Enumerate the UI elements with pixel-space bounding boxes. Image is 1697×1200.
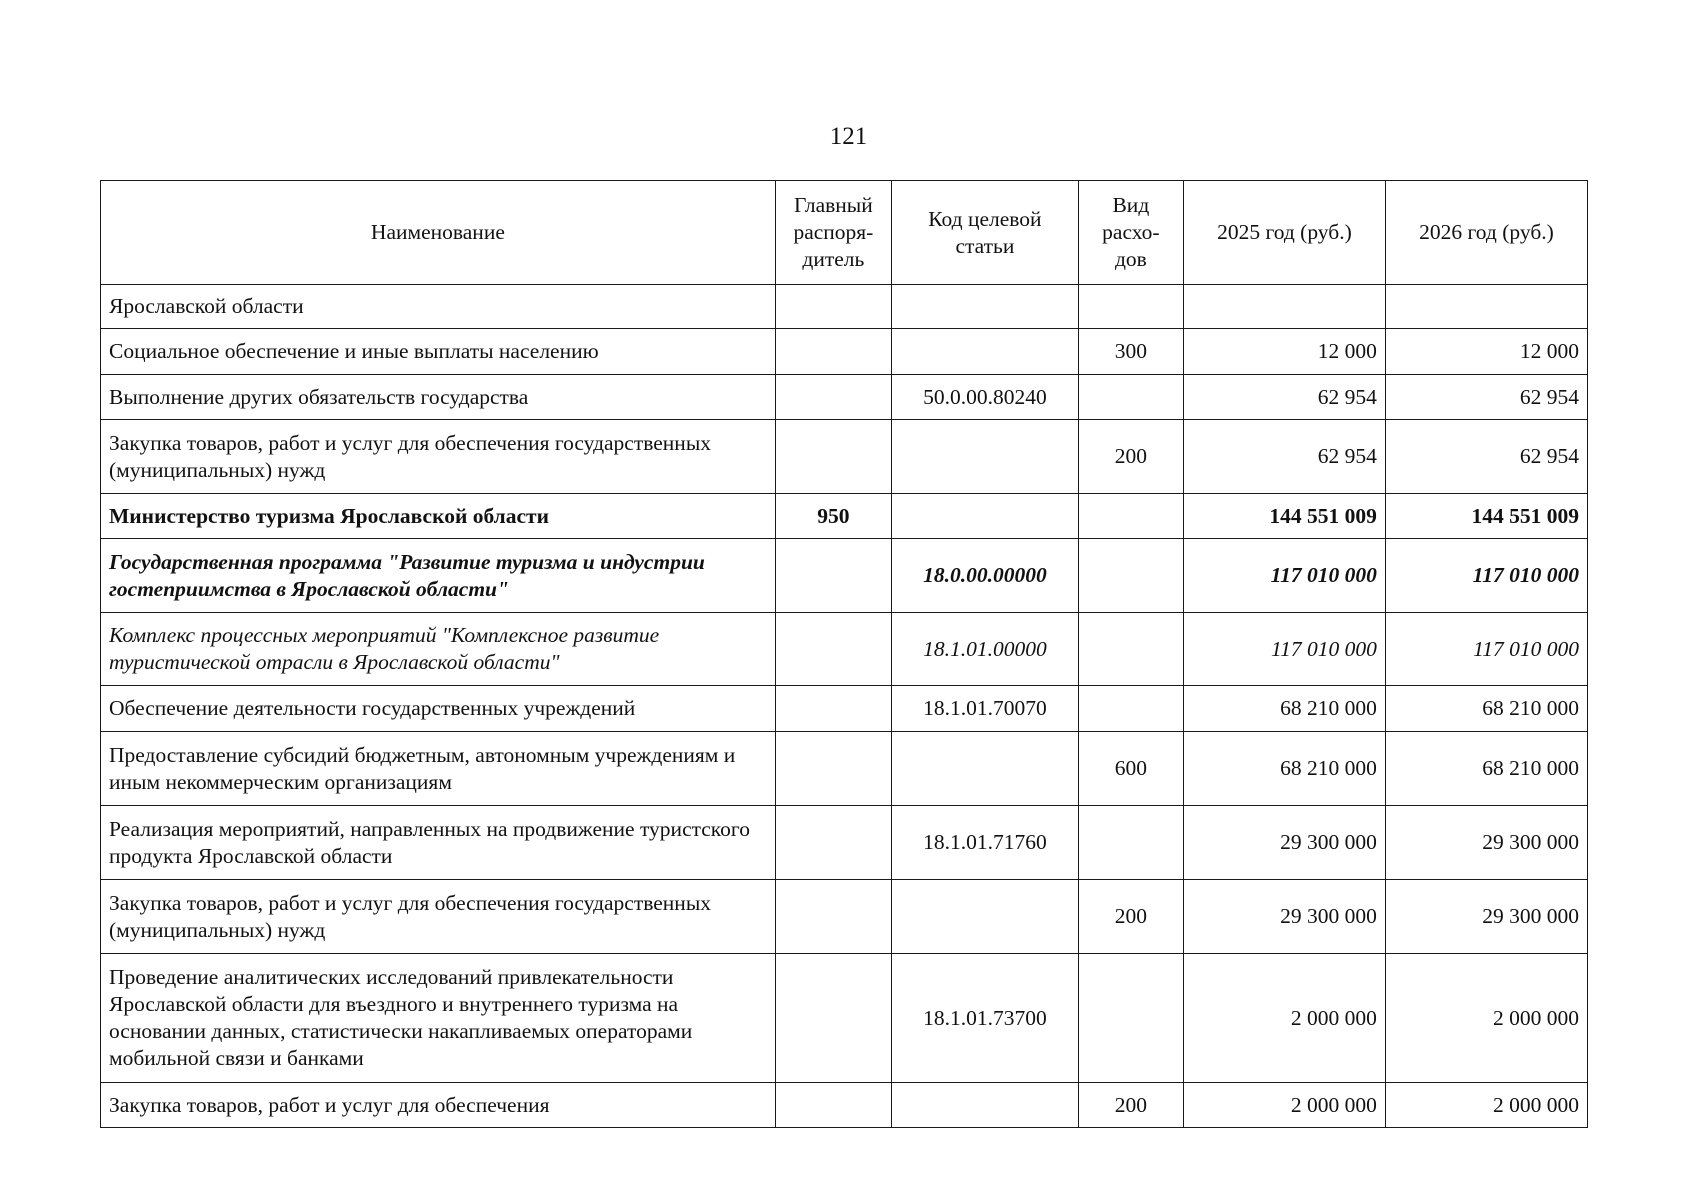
table-row xyxy=(101,954,1588,1083)
row-code xyxy=(891,285,1078,329)
row-expense-type: 200 xyxy=(1078,1083,1183,1128)
row-name: Ярославской области xyxy=(101,285,776,329)
table-row xyxy=(101,329,1588,375)
row-2026 xyxy=(1385,285,1587,329)
row-2026: 12 000 xyxy=(1385,329,1587,375)
row-2025: 62 954 xyxy=(1183,375,1385,420)
row-2025 xyxy=(1183,285,1385,329)
row-2025: 62 954 xyxy=(1183,420,1385,494)
row-2026: 29 300 000 xyxy=(1385,806,1587,880)
table-row xyxy=(101,285,1588,329)
row-2025: 68 210 000 xyxy=(1183,732,1385,806)
row-2026: 29 300 000 xyxy=(1385,880,1587,954)
row-manager xyxy=(775,806,891,880)
row-code xyxy=(891,329,1078,375)
row-code: 18.1.01.70070 xyxy=(891,686,1078,732)
table-row xyxy=(101,375,1588,420)
row-manager xyxy=(775,420,891,494)
row-name: Закупка товаров, работ и услуг для обеспечения государственных (муниципальных) нужд xyxy=(101,880,776,954)
row-name: Министерство туризма Ярославской области xyxy=(101,494,776,539)
row-expense-type xyxy=(1078,806,1183,880)
row-manager xyxy=(775,880,891,954)
row-manager xyxy=(775,285,891,329)
row-code xyxy=(891,732,1078,806)
table-header-row xyxy=(101,181,1588,285)
row-2025: 117 010 000 xyxy=(1183,539,1385,613)
row-name: Выполнение других обязательств государства xyxy=(101,375,776,420)
row-code: 50.0.00.80240 xyxy=(891,375,1078,420)
header-code: Код целевой статьи xyxy=(891,181,1078,285)
row-name: Проведение аналитических исследований привлекательности Ярославской области для въездного и внутреннего туризма на основании данных, статистически накапливаемых операторами мобильной связи и банками xyxy=(101,954,776,1083)
row-name: Обеспечение деятельности государственных учреждений xyxy=(101,686,776,732)
row-2025: 2 000 000 xyxy=(1183,954,1385,1083)
row-code: 18.1.01.73700 xyxy=(891,954,1078,1083)
row-manager xyxy=(775,954,891,1083)
row-code: 18.1.01.00000 xyxy=(891,613,1078,686)
table-row xyxy=(101,494,1588,539)
row-2026: 144 551 009 xyxy=(1385,494,1587,539)
row-name: Государственная программа "Развитие туризма и индустрии гостеприимства в Ярославской области" xyxy=(101,539,776,613)
header-2026: 2026 год (руб.) xyxy=(1385,181,1587,285)
header-manager: Главный распоря-дитель xyxy=(775,181,891,285)
row-expense-type xyxy=(1078,613,1183,686)
row-code: 18.1.01.71760 xyxy=(891,806,1078,880)
row-manager xyxy=(775,375,891,420)
row-expense-type xyxy=(1078,285,1183,329)
row-name: Реализация мероприятий, направленных на продвижение туристского продукта Ярославской области xyxy=(101,806,776,880)
row-2025: 12 000 xyxy=(1183,329,1385,375)
row-2026: 68 210 000 xyxy=(1385,732,1587,806)
table-row xyxy=(101,613,1588,686)
table-row xyxy=(101,1083,1588,1128)
table-row xyxy=(101,686,1588,732)
table-row xyxy=(101,420,1588,494)
row-code xyxy=(891,880,1078,954)
row-expense-type: 300 xyxy=(1078,329,1183,375)
row-name: Предоставление субсидий бюджетным, автономным учреждениям и иным некоммерческим организациям xyxy=(101,732,776,806)
row-manager xyxy=(775,329,891,375)
row-2026: 2 000 000 xyxy=(1385,1083,1587,1128)
page-number: 121 xyxy=(829,123,868,150)
table-row xyxy=(101,880,1588,954)
row-code xyxy=(891,420,1078,494)
budget-table xyxy=(100,180,1588,1128)
table-row xyxy=(101,732,1588,806)
row-manager xyxy=(775,539,891,613)
row-2025: 29 300 000 xyxy=(1183,806,1385,880)
row-manager: 950 xyxy=(775,494,891,539)
header-expense-type: Вид расхо-дов xyxy=(1078,181,1183,285)
row-manager xyxy=(775,686,891,732)
header-name: Наименование xyxy=(101,181,776,285)
row-expense-type xyxy=(1078,686,1183,732)
row-2026: 62 954 xyxy=(1385,375,1587,420)
row-code: 18.0.00.00000 xyxy=(891,539,1078,613)
row-2025: 2 000 000 xyxy=(1183,1083,1385,1128)
row-code xyxy=(891,494,1078,539)
row-name: Закупка товаров, работ и услуг для обеспечения xyxy=(101,1083,776,1128)
row-2025: 68 210 000 xyxy=(1183,686,1385,732)
row-name: Социальное обеспечение и иные выплаты населению xyxy=(101,329,776,375)
row-2026: 62 954 xyxy=(1385,420,1587,494)
table-row xyxy=(101,539,1588,613)
header-2025: 2025 год (руб.) xyxy=(1183,181,1385,285)
row-2026: 2 000 000 xyxy=(1385,954,1587,1083)
table-row xyxy=(101,806,1588,880)
row-2025: 144 551 009 xyxy=(1183,494,1385,539)
row-expense-type: 200 xyxy=(1078,880,1183,954)
row-expense-type: 200 xyxy=(1078,420,1183,494)
row-manager xyxy=(775,1083,891,1128)
row-2025: 117 010 000 xyxy=(1183,613,1385,686)
row-name: Закупка товаров, работ и услуг для обеспечения государственных (муниципальных) нужд xyxy=(101,420,776,494)
row-expense-type xyxy=(1078,954,1183,1083)
row-expense-type xyxy=(1078,494,1183,539)
row-2026: 117 010 000 xyxy=(1385,613,1587,686)
row-2026: 68 210 000 xyxy=(1385,686,1587,732)
row-manager xyxy=(775,613,891,686)
row-2025: 29 300 000 xyxy=(1183,880,1385,954)
row-code xyxy=(891,1083,1078,1128)
row-expense-type: 600 xyxy=(1078,732,1183,806)
row-manager xyxy=(775,732,891,806)
row-expense-type xyxy=(1078,375,1183,420)
row-name: Комплекс процессных мероприятий "Комплексное развитие туристической отрасли в Ярославской области" xyxy=(101,613,776,686)
row-2026: 117 010 000 xyxy=(1385,539,1587,613)
row-expense-type xyxy=(1078,539,1183,613)
